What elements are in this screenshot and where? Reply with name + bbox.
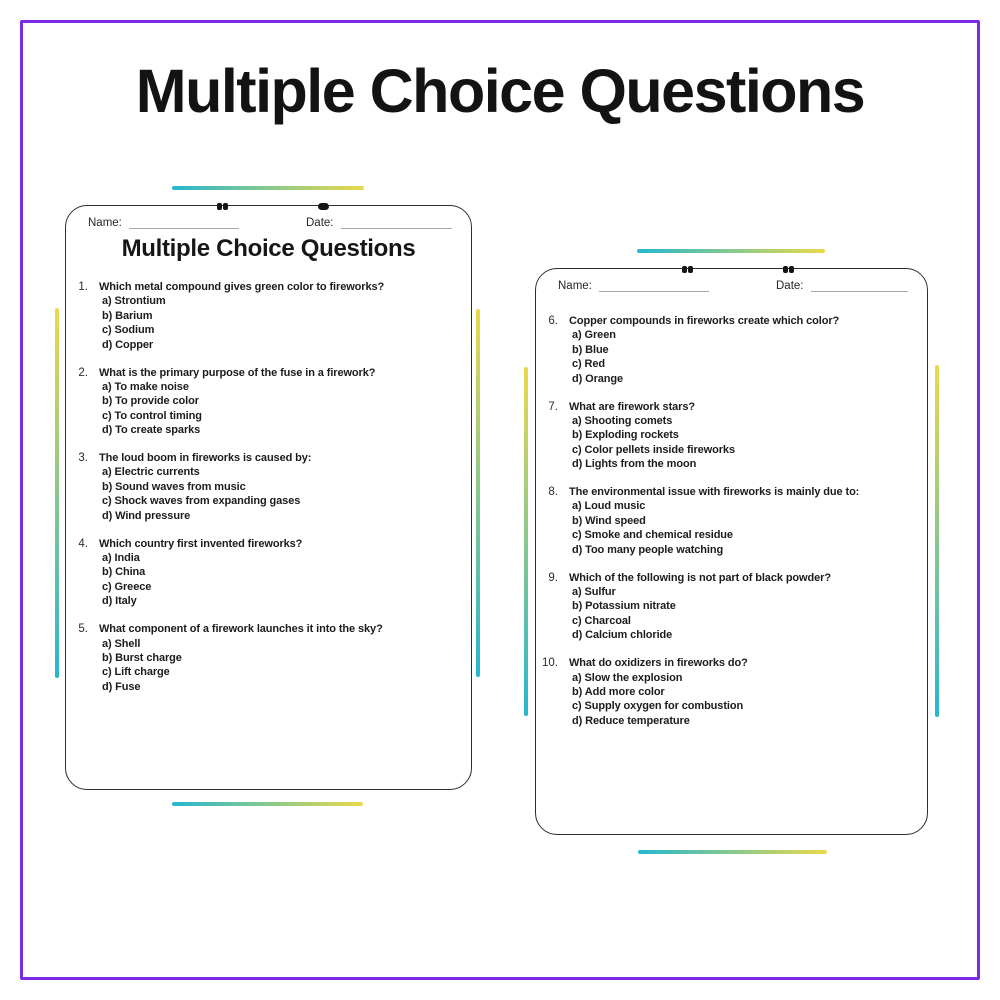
- page1-header: [88, 215, 452, 231]
- question-text: The environmental issue with fireworks is mainly due to:: [569, 486, 860, 499]
- question-option: d) Wind pressure: [102, 509, 191, 522]
- question-option: b) Exploding rockets: [572, 429, 679, 442]
- question-option: a) Slow the explosion: [572, 671, 683, 684]
- question-text: Which of the following is not part of black powder?: [569, 571, 831, 584]
- question-option: c) Color pellets inside fireworks: [572, 443, 735, 456]
- name-blank-line: [599, 278, 709, 292]
- question-option: a) Strontium: [102, 295, 166, 308]
- question-option: c) Shock waves from expanding gases: [102, 495, 301, 508]
- question-option: d) Too many people watching: [572, 543, 724, 556]
- question-text: What are firework stars?: [569, 400, 695, 413]
- question-3: [66, 451, 465, 523]
- worksheet-page-1: [65, 205, 472, 790]
- gradient-line-left-inner: [476, 309, 480, 677]
- question-number: 1.: [78, 281, 88, 293]
- binder-dots-icon: [783, 266, 794, 273]
- question-9: [536, 571, 921, 643]
- question-option: c) Supply oxygen for combustion: [572, 700, 744, 713]
- question-option: a) India: [102, 552, 140, 564]
- question-text: What do oxidizers in fireworks do?: [569, 657, 748, 670]
- date-label: Date:: [306, 217, 334, 229]
- gradient-line-left-outer: [55, 308, 59, 678]
- binder-dots-icon: [682, 266, 693, 273]
- question-option: b) Add more color: [572, 685, 665, 698]
- question-7: [536, 400, 921, 472]
- question-6: [536, 314, 921, 386]
- date-field: [306, 215, 452, 231]
- question-option: d) Fuse: [102, 680, 141, 693]
- gradient-line-bottom-left: [172, 802, 363, 806]
- name-label: Name:: [558, 280, 592, 292]
- question-option: a) Green: [572, 329, 616, 342]
- question-option: c) Lift charge: [102, 666, 170, 679]
- question-option: a) Shooting comets: [572, 414, 673, 427]
- question-text: The loud boom in fireworks is caused by:: [99, 452, 312, 465]
- question-option: b) Wind speed: [572, 514, 646, 527]
- worksheet-page-2: [535, 268, 928, 835]
- question-option: a) To make noise: [102, 380, 189, 393]
- question-8: [536, 485, 921, 557]
- question-number: 2.: [78, 366, 88, 379]
- question-1: [66, 280, 465, 352]
- question-option: c) Greece: [102, 580, 152, 593]
- binder-dots-icon: [217, 203, 228, 210]
- name-field: [558, 278, 709, 294]
- question-option: a) Sulfur: [572, 586, 616, 598]
- question-option: d) To create sparks: [102, 424, 201, 437]
- question-option: d) Italy: [102, 595, 137, 608]
- question-option: c) To control timing: [102, 409, 202, 422]
- date-blank-line: [811, 278, 909, 292]
- name-field: [88, 215, 239, 231]
- question-option: c) Charcoal: [572, 614, 631, 627]
- question-5: [66, 622, 465, 694]
- date-field: [776, 278, 908, 294]
- binder-dash-icon: [318, 203, 329, 210]
- question-number: 6.: [548, 315, 558, 327]
- question-2: [66, 366, 465, 438]
- question-number: 3.: [78, 452, 88, 465]
- worksheet-heading: Multiple Choice Questions: [121, 235, 416, 262]
- date-label: Date:: [776, 280, 804, 292]
- gradient-line-right-outer: [935, 365, 939, 717]
- gradient-line-top-left: [172, 186, 364, 190]
- question-10: [536, 656, 921, 728]
- question-number: 10.: [542, 657, 558, 670]
- main-title: Multiple Choice Questions: [135, 57, 865, 125]
- question-option: d) Calcium chloride: [572, 629, 673, 642]
- question-text: What component of a firework launches it into the sky?: [99, 623, 383, 636]
- question-option: c) Red: [572, 358, 606, 371]
- question-option: b) Blue: [572, 343, 609, 356]
- question-option: d) Copper: [102, 338, 154, 351]
- question-option: b) Potassium nitrate: [572, 600, 676, 613]
- question-number: 8.: [548, 486, 558, 499]
- question-option: b) To provide color: [102, 395, 199, 408]
- question-list-2: [536, 314, 921, 742]
- question-option: b) Burst charge: [102, 651, 182, 664]
- question-list-1: [66, 280, 465, 708]
- question-number: 5.: [78, 623, 88, 636]
- question-4: [66, 537, 465, 609]
- question-option: a) Loud music: [572, 500, 646, 513]
- question-option: b) China: [102, 566, 146, 579]
- gradient-line-right-inner: [524, 367, 528, 716]
- name-label: Name:: [88, 217, 122, 229]
- question-text: What is the primary purpose of the fuse in a firework?: [99, 366, 376, 379]
- question-number: 7.: [548, 400, 558, 413]
- date-blank-line: [341, 215, 453, 229]
- question-text: Copper compounds in fireworks create which color?: [569, 315, 840, 327]
- question-option: d) Reduce temperature: [572, 714, 690, 727]
- question-option: d) Orange: [572, 372, 624, 385]
- question-text: Which country first invented fireworks?: [99, 537, 303, 550]
- question-option: c) Sodium: [102, 324, 155, 337]
- name-blank-line: [129, 215, 239, 229]
- question-number: 9.: [548, 571, 558, 584]
- gradient-line-bottom-right: [638, 850, 827, 854]
- page2-header: [558, 278, 908, 294]
- question-number: 4.: [78, 537, 88, 550]
- question-option: a) Electric currents: [102, 466, 200, 479]
- question-option: b) Barium: [102, 309, 153, 322]
- question-option: a) Shell: [102, 637, 141, 650]
- question-option: d) Lights from the moon: [572, 458, 697, 471]
- question-text: Which metal compound gives green color to fireworks?: [99, 281, 385, 293]
- question-option: c) Smoke and chemical residue: [572, 529, 733, 542]
- gradient-line-top-right: [637, 249, 825, 253]
- question-option: b) Sound waves from music: [102, 480, 246, 493]
